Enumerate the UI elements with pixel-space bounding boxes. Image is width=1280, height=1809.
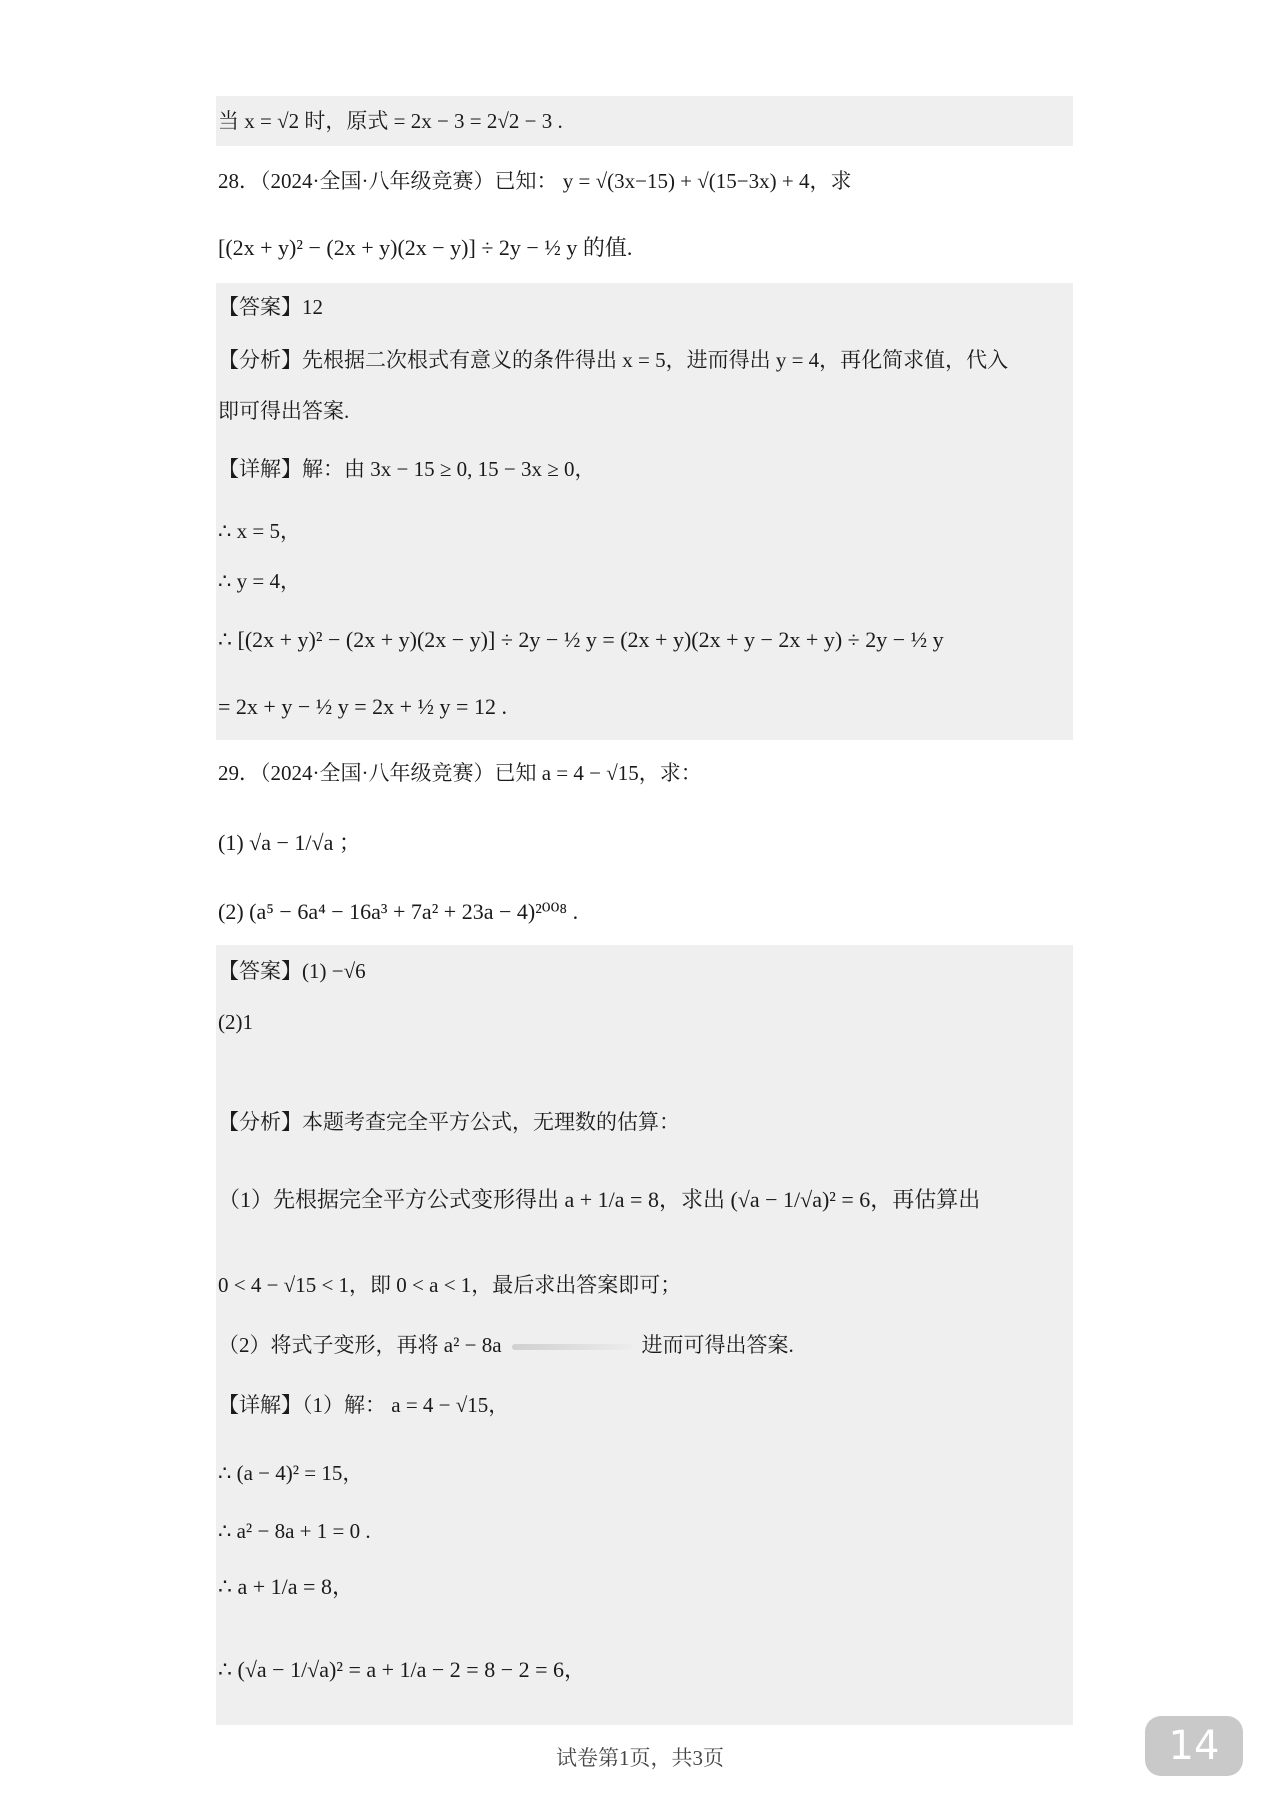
answer-29-part-1: 【答案】(1) −√6 <box>218 959 366 983</box>
analysis-28-line-2: 即可得出答案. <box>218 399 350 423</box>
page-number-badge[interactable]: 14 <box>1145 1716 1243 1776</box>
analysis-28-line-1: 【分析】先根据二次根式有意义的条件得出 x = 5，进而得出 y = 4，再化简求值，代入 <box>218 348 1009 372</box>
page-footer: 试卷第1页，共3页 <box>556 1746 724 1770</box>
question-29-part-1: (1) √a − 1/√a ； <box>218 830 361 855</box>
detail-29-line-3: ∴ a² − 8a + 1 = 0 . <box>218 1519 371 1543</box>
question-29-title: 29．（2024·全国·八年级竞赛）已知 a = 4 − √15，求： <box>218 761 702 785</box>
analysis-29-line-4-end: 进而可得出答案. <box>641 1333 794 1357</box>
detail-28-line-5: = 2x + y − ½ y = 2x + ½ y = 12 . <box>218 694 507 719</box>
detail-29-line-5: ∴ (√a − 1/√a)² = a + 1/a − 2 = 8 − 2 = 6， <box>218 1657 587 1682</box>
detail-28-line-4: ∴ [(2x + y)² − (2x + y)(2x − y)] ÷ 2y − ½ y = (2x + y)(2x + y − 2x + y) ÷ 2y − ½ y <box>218 627 944 652</box>
detail-29-line-4: ∴ a + 1/a = 8， <box>218 1574 354 1599</box>
analysis-29-line-1: 【分析】本题考查完全平方公式，无理数的估算： <box>218 1110 680 1134</box>
obscured-text <box>512 1344 632 1350</box>
detail-28-line-1: 【详解】解：由 3x − 15 ≥ 0, 15 − 3x ≥ 0， <box>218 457 596 481</box>
question-28-expression: [(2x + y)² − (2x + y)(2x − y)] ÷ 2y − ½ y 的值. <box>218 235 633 260</box>
answer-29-part-2: (2)1 <box>218 1010 253 1034</box>
question-29-part-2: (2) (a⁵ − 6a⁴ − 16a³ + 7a² + 23a − 4)²⁰⁰⁸ . <box>218 899 579 924</box>
detail-29-line-1: 【详解】（1）解： a = 4 − √15， <box>218 1393 510 1417</box>
analysis-29-line-4-start: （2）将式子变形，再将 a² − 8a <box>218 1333 502 1357</box>
text-line-1: 当 x = √2 时，原式 = 2x − 3 = 2√2 − 3 . <box>218 109 563 133</box>
question-28-title: 28．（2024·全国·八年级竞赛）已知： y = √(3x−15) + √(15−3x) + 4，求 <box>218 169 852 193</box>
detail-28-line-3: ∴ y = 4， <box>218 569 301 593</box>
answer-28: 【答案】12 <box>218 295 323 319</box>
detail-28-line-2: ∴ x = 5， <box>218 519 301 543</box>
analysis-29-line-4 <box>218 1330 794 1360</box>
detail-29-line-2: ∴ (a − 4)² = 15， <box>218 1461 364 1485</box>
analysis-29-line-2: （1）先根据完全平方公式变形得出 a + 1/a = 8，求出 (√a − 1/√a)² = 6，再估算出 <box>218 1187 981 1212</box>
analysis-29-line-3: 0 < 4 − √15 < 1，即 0 < a < 1，最后求出答案即可； <box>218 1273 682 1297</box>
